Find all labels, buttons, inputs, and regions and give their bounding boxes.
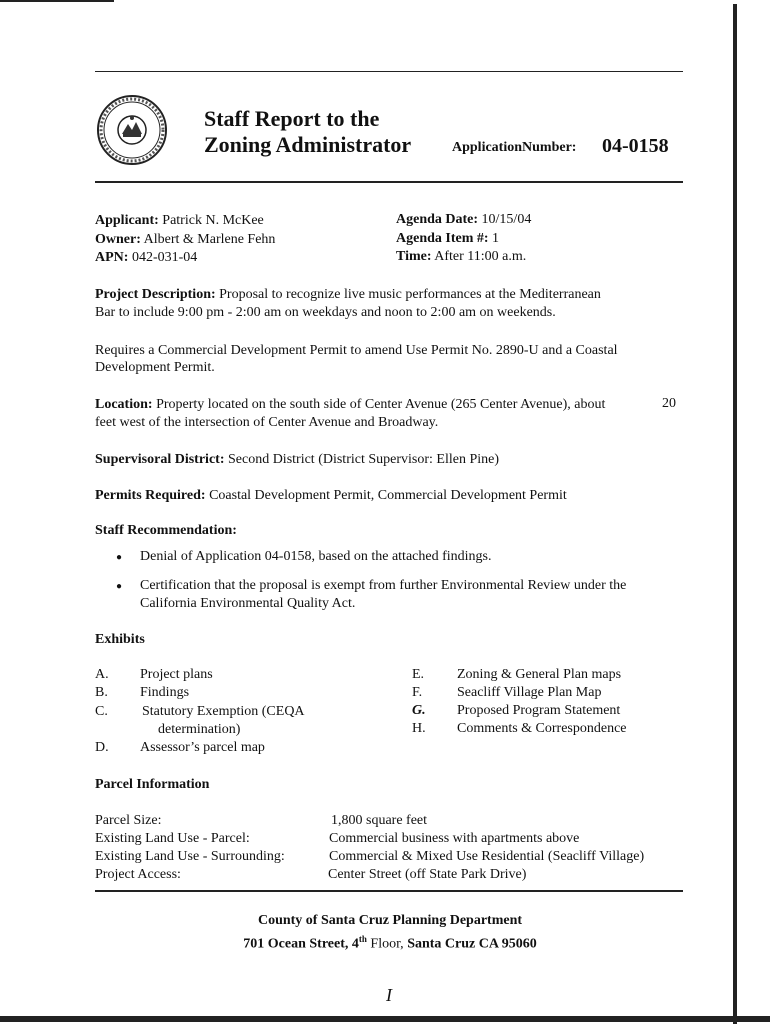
location-line1-end: 20: [662, 396, 676, 411]
agenda-item-line: Agenda Item #: 1: [396, 231, 500, 246]
application-number: 04-0158: [602, 135, 669, 157]
recommendation-item-2-line1: Certification that the proposal is exempt from further Environmental Review under the: [140, 578, 627, 593]
recommendation-item-1: Denial of Application 04-0158, based on the attached findings.: [140, 549, 492, 564]
footer-rule: [95, 890, 683, 892]
owner-line: Owner: Albert & Marlene Fehn: [95, 232, 276, 247]
exhibit-letter: D.: [95, 740, 109, 755]
supervisorial-district-line: Supervisoral District: Second District (District Supervisor: Ellen Pine): [95, 452, 499, 467]
exhibit-text: Statutory Exemption (CEQA: [142, 704, 305, 719]
exhibit-letter: B.: [95, 685, 108, 700]
top-left-mark: [0, 0, 114, 2]
exhibit-letter: E.: [412, 667, 425, 682]
location-line1: Location: Property located on the south side of Center Avenue (265 Center Avenue), about: [95, 397, 606, 412]
parcel-row-value: Center Street (off State Park Drive): [328, 867, 527, 882]
recommendation-item-2-line2: California Environmental Quality Act.: [140, 596, 356, 611]
time-line: Time: After 11:00 a.m.: [396, 249, 527, 264]
right-border: [733, 4, 737, 1024]
requires-line2: Development Permit.: [95, 360, 215, 375]
apn-line: APN: 042-031-04: [95, 250, 198, 265]
bullet-icon: ●: [116, 552, 123, 563]
header-bottom-rule: [95, 181, 683, 183]
exhibit-text: Proposed Program Statement: [457, 703, 621, 718]
parcel-row-label: Project Access:: [95, 867, 181, 882]
exhibit-text: Seacliff Village Plan Map: [457, 685, 602, 700]
footer-address: 701 Ocean Street, 4th Floor, Santa Cruz CA 95060: [243, 934, 537, 952]
report-title-line2: Zoning Administrator: [204, 132, 412, 157]
report-title-line1: Staff Report to the: [204, 106, 380, 131]
location-line2: feet west of the intersection of Center Avenue and Broadway.: [95, 415, 439, 430]
parcel-row-label: Existing Land Use - Surrounding:: [95, 849, 285, 864]
agenda-date-line: Agenda Date: 10/15/04: [396, 212, 532, 227]
parcel-row-label: Existing Land Use - Parcel:: [95, 831, 250, 846]
exhibits-heading: Exhibits: [95, 632, 145, 647]
project-description-line1: Project Description: Proposal to recognize live music performances at the Mediterranean: [95, 287, 601, 302]
parcel-row-value: Commercial business with apartments above: [329, 831, 580, 846]
bottom-border: [0, 1016, 770, 1022]
footer-department: County of Santa Cruz Planning Department: [257, 913, 523, 928]
staff-recommendation-heading: Staff Recommendation:: [95, 523, 237, 538]
county-seal: [96, 94, 168, 166]
exhibit-text: Zoning & General Plan maps: [457, 667, 622, 682]
application-number-label: ApplicationNumber:: [452, 140, 577, 155]
exhibit-letter: F.: [412, 685, 423, 700]
bullet-icon: ●: [116, 581, 123, 592]
exhibit-letter: A.: [95, 667, 109, 682]
parcel-information-heading: Parcel Information: [95, 777, 210, 792]
exhibit-text: Project plans: [140, 667, 213, 682]
exhibit-text: Comments & Correspondence: [457, 721, 627, 736]
exhibit-letter: C.: [95, 704, 108, 719]
parcel-row-label: Parcel Size:: [95, 813, 162, 828]
project-description-line2: Bar to include 9:00 pm - 2:00 am on weekdays and noon to 2:00 am on weekends.: [95, 305, 556, 320]
parcel-row-value: 1,800 square feet: [331, 813, 428, 828]
page-number-mark: I: [386, 985, 392, 1005]
applicant-line: Applicant: Patrick N. McKee: [95, 213, 264, 228]
exhibit-text-continued: determination): [158, 722, 241, 737]
exhibit-text: Assessor’s parcel map: [140, 740, 265, 755]
exhibit-text: Findings: [140, 685, 190, 700]
exhibit-letter: G.: [412, 703, 426, 718]
header-top-rule: [95, 71, 683, 72]
requires-line1: Requires a Commercial Development Permit to amend Use Permit No. 2890-U and a Coastal: [95, 343, 618, 358]
permits-required-line: Permits Required: Coastal Development Permit, Commercial Development Permit: [95, 488, 567, 503]
parcel-row-value: Commercial & Mixed Use Residential (Seacliff Village): [329, 849, 645, 864]
exhibit-letter: H.: [412, 721, 426, 736]
